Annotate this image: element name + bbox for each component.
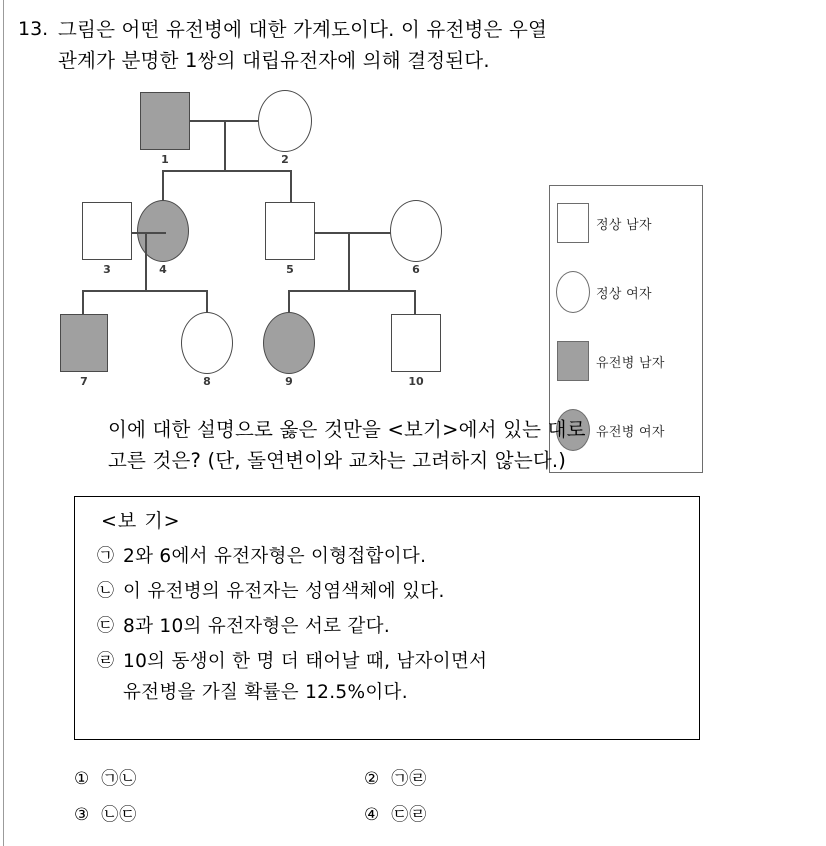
pedigree-label-9: 9 <box>285 375 293 388</box>
descent-line-5-6 <box>348 232 350 290</box>
legend-label-affected-male: 유전병 남자 <box>596 355 665 371</box>
sib-drop-4 <box>162 170 164 202</box>
answer-choice-4[interactable] <box>364 802 654 828</box>
pedigree-individual-7 <box>60 314 108 372</box>
descent-line-1-2 <box>224 120 226 170</box>
bogi-item-3 <box>97 611 681 642</box>
pedigree-individual-3 <box>82 202 132 260</box>
answer-row-2 <box>74 802 714 828</box>
answer-choice-3[interactable] <box>74 802 364 828</box>
legend-label-affected-female: 유전병 여자 <box>596 424 665 440</box>
bogi-text-4-wrap <box>123 646 487 708</box>
answer-value-3: ㉡㉢ <box>101 805 138 825</box>
bogi-title: <보 기> <box>101 510 181 532</box>
pedigree-individual-8 <box>181 312 233 374</box>
answer-value-1: ㉠㉡ <box>101 769 138 789</box>
legend-symbol-wrap <box>550 271 596 313</box>
pedigree-individual-9 <box>263 312 315 374</box>
bogi-mark-1: ㉠ <box>97 546 114 566</box>
pedigree-label-1: 1 <box>161 153 169 166</box>
pedigree-chart <box>60 84 530 404</box>
legend-row-normal-female <box>550 261 704 323</box>
mating-line-3-4 <box>132 232 166 234</box>
legend-row-affected-male <box>550 330 704 392</box>
bogi-mark-2: ㉡ <box>97 581 114 601</box>
answer-choice-2[interactable] <box>364 766 654 792</box>
answer-value-4: ㉢㉣ <box>391 805 428 825</box>
pedigree-individual-1 <box>140 92 190 150</box>
question-stem <box>18 14 808 76</box>
pedigree-label-8: 8 <box>203 375 211 388</box>
sibship-bar-gen3-left <box>82 290 208 292</box>
legend-label-normal-female: 정상 여자 <box>596 286 652 302</box>
answer-number-2: ② <box>364 769 380 789</box>
stem-first-row <box>18 14 808 45</box>
bogi-list <box>97 541 681 712</box>
bogi-item-1 <box>97 541 681 572</box>
pedigree-label-7: 7 <box>80 375 88 388</box>
instruction-line-1: 이에 대한 설명으로 옳은 것만을 <보기>에서 있는 대로 <box>108 418 586 441</box>
pedigree-label-4: 4 <box>159 263 167 276</box>
square-filled-icon <box>557 341 589 381</box>
square-open-icon <box>557 203 589 243</box>
answer-row-1 <box>74 766 714 792</box>
bogi-item-2 <box>97 576 681 607</box>
sib-drop-8 <box>206 290 208 314</box>
answer-number-4: ④ <box>364 805 380 825</box>
circle-open-icon <box>556 271 590 313</box>
bogi-text-3: 8과 10의 유전자형은 서로 같다. <box>123 616 390 637</box>
pedigree-label-6: 6 <box>412 263 420 276</box>
bogi-mark-3: ㉢ <box>97 616 114 636</box>
bogi-text-2: 이 유전병의 유전자는 성염색체에 있다. <box>123 581 445 602</box>
pedigree-individual-10 <box>391 314 441 372</box>
bogi-mark-4: ㉣ <box>97 651 114 671</box>
question-number: 13. <box>18 18 49 40</box>
bogi-text-4-cont: 유전병을 가질 확률은 12.5%이다. <box>123 682 408 703</box>
legend-label-normal-male: 정상 남자 <box>596 217 652 233</box>
mating-line-5-6 <box>315 232 391 234</box>
legend-symbol-wrap <box>550 341 596 381</box>
legend-row-normal-male <box>550 192 704 254</box>
pedigree-individual-2 <box>258 90 312 152</box>
stem-line-1: 그림은 어떤 유전병에 대한 가계도이다. 이 유전병은 우열 <box>58 18 548 41</box>
bogi-text-1: 2와 6에서 유전자형은 이형접합이다. <box>123 546 427 567</box>
bogi-box <box>74 496 700 740</box>
legend-symbol-wrap <box>550 203 596 243</box>
sibship-bar-gen2 <box>162 170 292 172</box>
pedigree-label-10: 10 <box>408 375 424 388</box>
answer-number-1: ① <box>74 769 90 789</box>
sib-drop-7 <box>82 290 84 314</box>
bogi-item-4 <box>97 646 681 708</box>
pedigree-label-5: 5 <box>286 263 294 276</box>
bogi-text-4: 10의 동생이 한 명 더 태어날 때, 남자이면서 <box>123 651 488 672</box>
stem-line-2: 관계가 분명한 1쌍의 대립유전자에 의해 결정된다. <box>58 49 490 72</box>
answer-number-3: ③ <box>74 805 90 825</box>
pedigree-individual-6 <box>390 200 442 262</box>
descent-line-3-4 <box>145 232 147 290</box>
pedigree-individual-5 <box>265 202 315 260</box>
answer-choices <box>74 766 714 838</box>
sib-drop-10 <box>414 290 416 314</box>
sib-drop-5 <box>290 170 292 202</box>
pedigree-label-2: 2 <box>281 153 289 166</box>
sib-drop-9 <box>288 290 290 314</box>
sibship-bar-gen3-right <box>288 290 416 292</box>
instruction-line-2: 고른 것은? (단, 돌연변이와 교차는 고려하지 않는다.) <box>108 449 567 472</box>
answer-choice-1[interactable] <box>74 766 364 792</box>
answer-value-2: ㉠㉣ <box>391 769 428 789</box>
question-instruction <box>108 414 808 476</box>
pedigree-label-3: 3 <box>103 263 111 276</box>
